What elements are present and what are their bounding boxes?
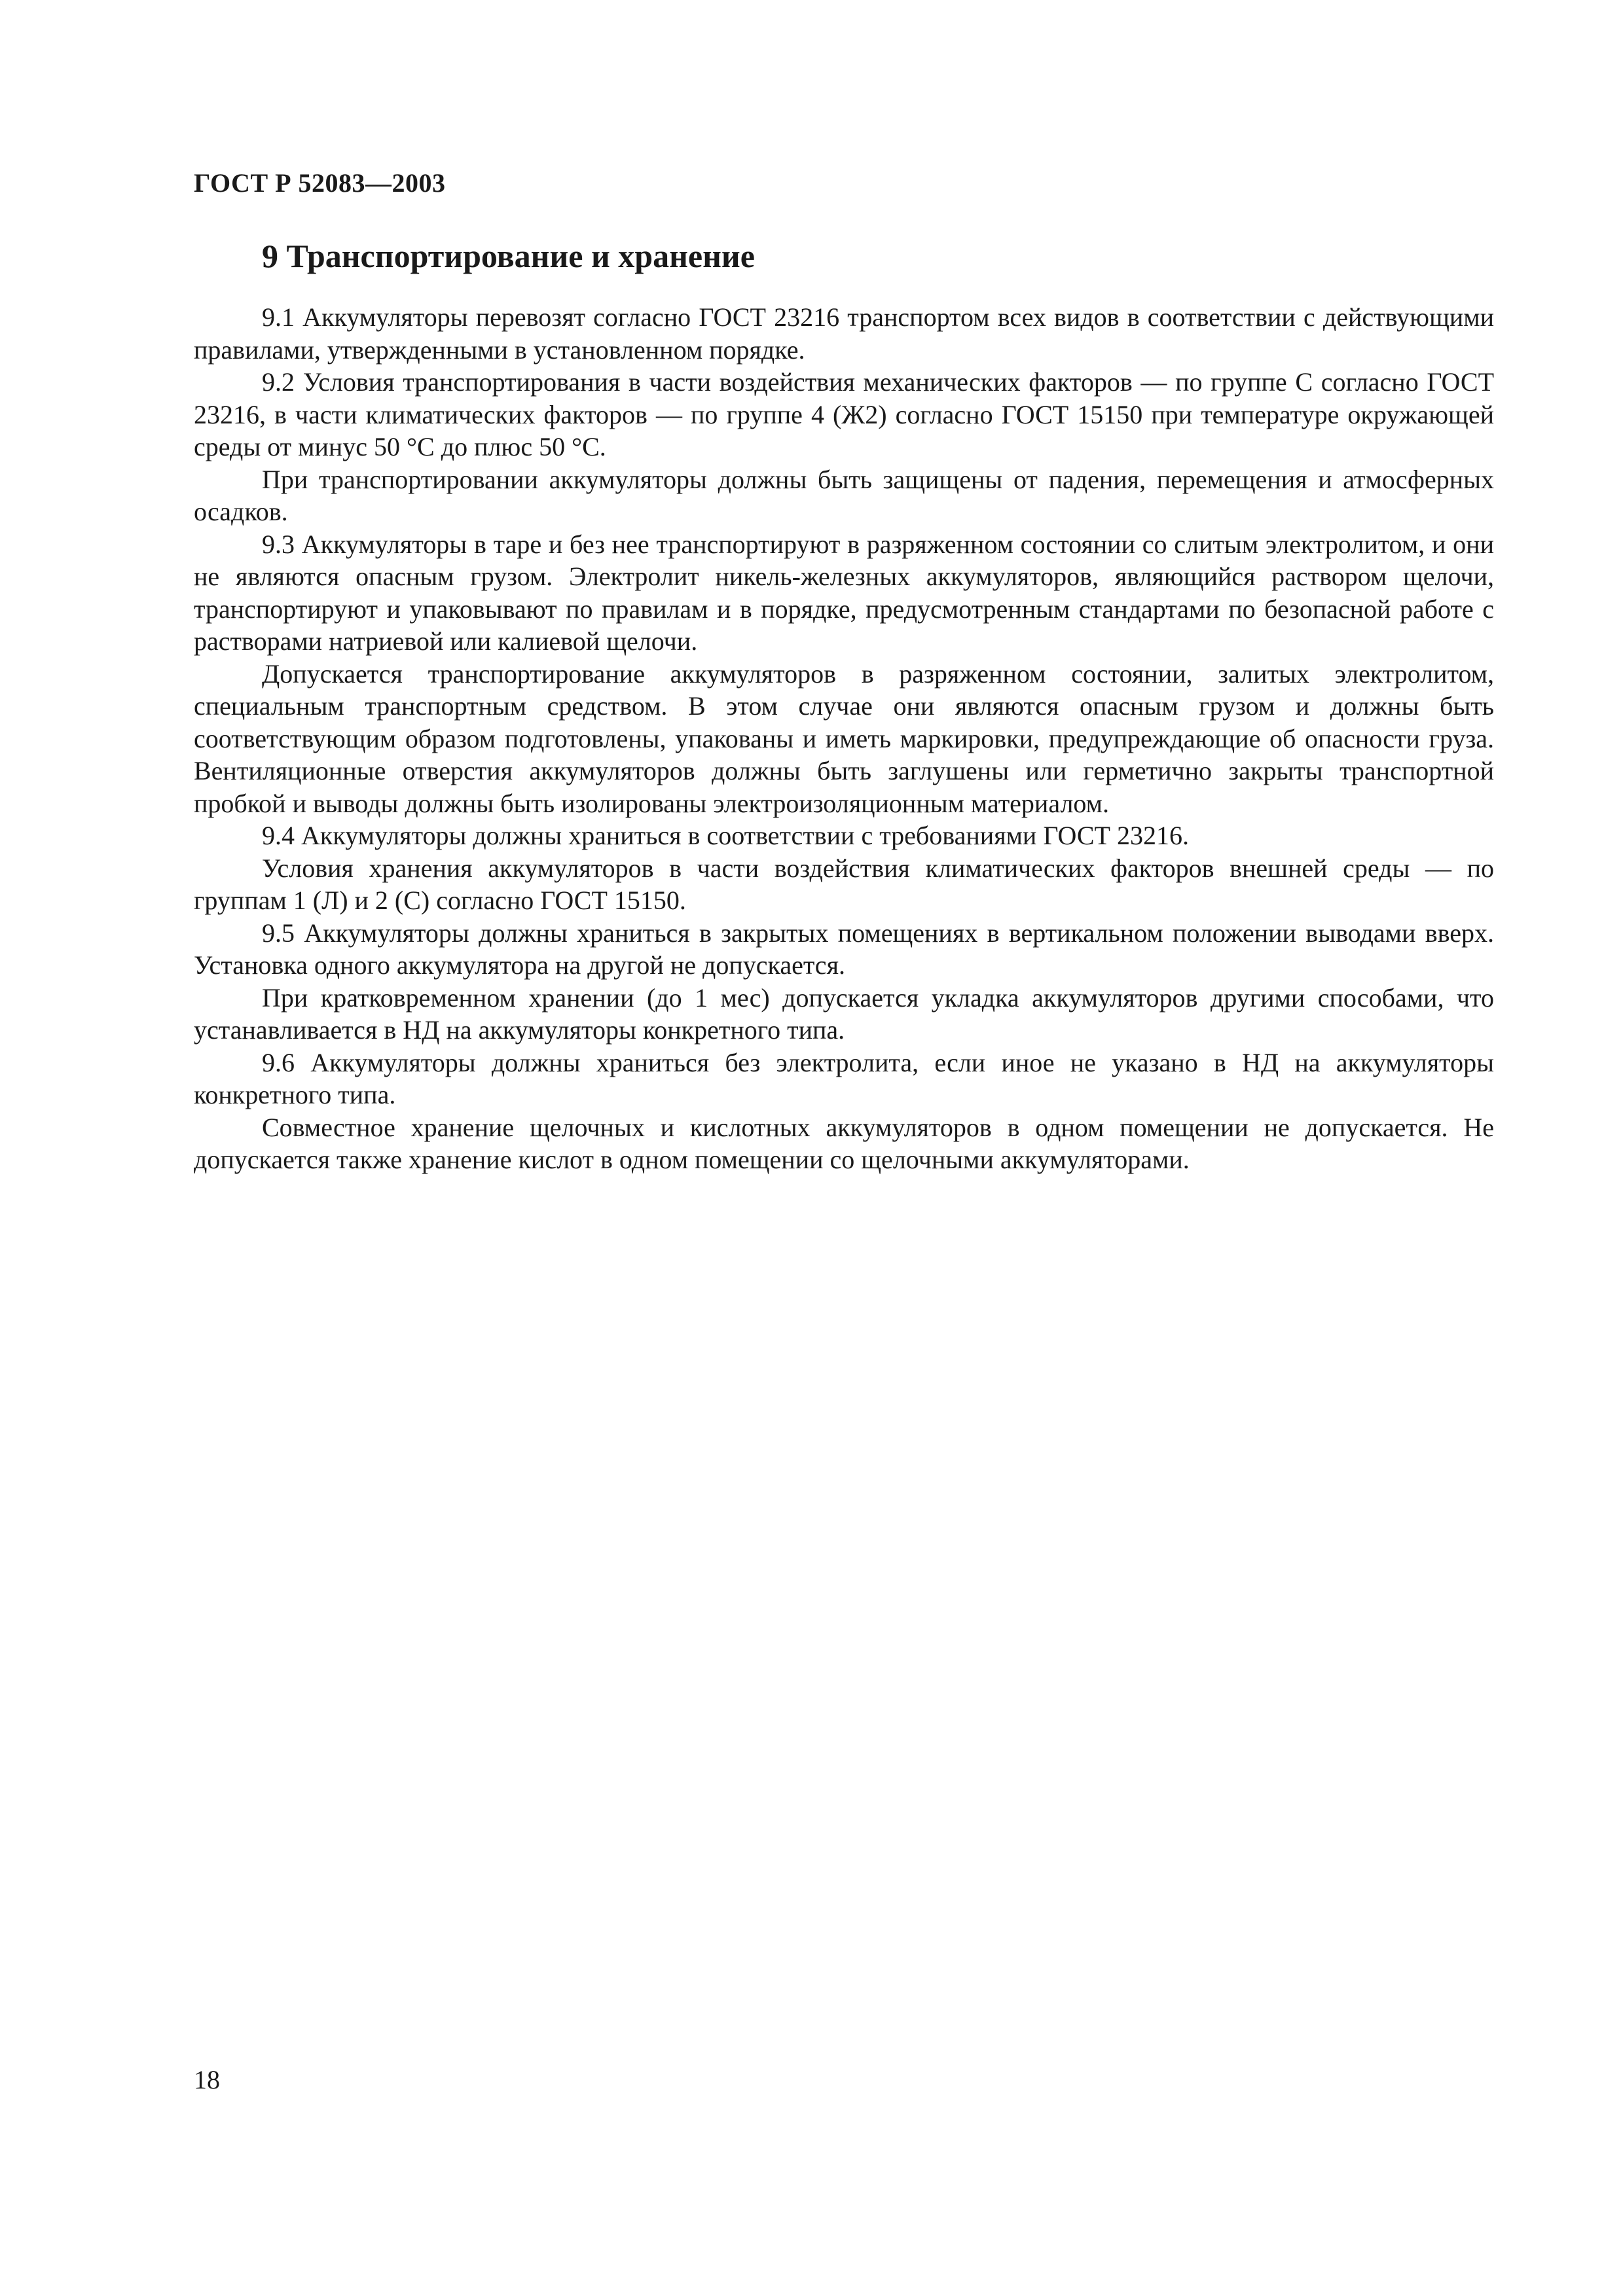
paragraph-9-6-joint-storage: Совместное хранение щелочных и кислотных аккумуляторов в одном помещении не допускается. Не допускается также хранение кислот в одном помещении со щелочными аккумуляторами. [194,1112,1494,1174]
section-title: 9 Транспортирование и хранение [262,238,755,274]
paragraph-9-2: 9.2 Условия транспортирования в части воздействия механических факторов — по группе С согласно ГОСТ 23216, в части климатических факторов — по группе 4 (Ж2) согласно ГОСТ 15150 при температуре окружающей среды от минус 50 °С до плюс 50 °С. [194,367,1494,461]
document-code-header: ГОСТ Р 52083—2003 [194,168,446,198]
section-body [194,301,1494,1176]
paragraph-9-6: 9.6 Аккумуляторы должны храниться без электролита, если иное не указано в НД на аккумуляторы конкретного типа. [194,1047,1494,1109]
paragraph-9-3-filled-transport: Допускается транспортирование аккумуляторов в разряженном состоянии, залитых электролитом, специальным транспортным средством. В этом случае они являются опасным грузом и должны быть соответствующим образом подготовлены, упакованы и иметь маркировки, предупреждающие об опасности груза. Вентиляционные отверстия аккумуляторов должны быть заглушены или герметично закрыты транспортной пробкой и выводы должны быть изолированы электроизоляционным материалом. [194,658,1494,818]
paragraph-9-5-short-term: При кратковременном хранении (до 1 мес) допускается укладка аккумуляторов другими способами, что устанавливается в НД на аккумуляторы конкретного типа. [194,982,1494,1045]
page-number: 18 [194,2065,220,2094]
paragraph-9-2-protection: При транспортировании аккумуляторы должны быть защищены от падения, перемещения и атмосферных осадков. [194,464,1494,526]
paragraph-9-3: 9.3 Аккумуляторы в таре и без нее транспортируют в разряженном состоянии со слитым электролитом, и они не являются опасным грузом. Электролит никель-железных аккумуляторов, являющийся раствором щелочи, транспортируют и упаковывают по правилам и в порядке, предусмотренным стандартами по безопасной работе с растворами натриевой или калиевой щелочи. [194,529,1494,656]
paragraph-9-4-conditions: Условия хранения аккумуляторов в части воздействия климатических факторов внешней среды — по группам 1 (Л) и 2 (С) согласно ГОСТ 15150. [194,853,1494,915]
paragraph-9-5: 9.5 Аккумуляторы должны храниться в закрытых помещениях в вертикальном положении выводами вверх. Установка одного аккумулятора на другой не допускается. [194,918,1494,980]
paragraph-9-4: 9.4 Аккумуляторы должны храниться в соответствии с требованиями ГОСТ 23216. [262,821,1189,850]
paragraph-9-1: 9.1 Аккумуляторы перевозят согласно ГОСТ 23216 транспортом всех видов в соответствии с действующими правилами, утвержденными в установленном порядке. [194,302,1494,365]
